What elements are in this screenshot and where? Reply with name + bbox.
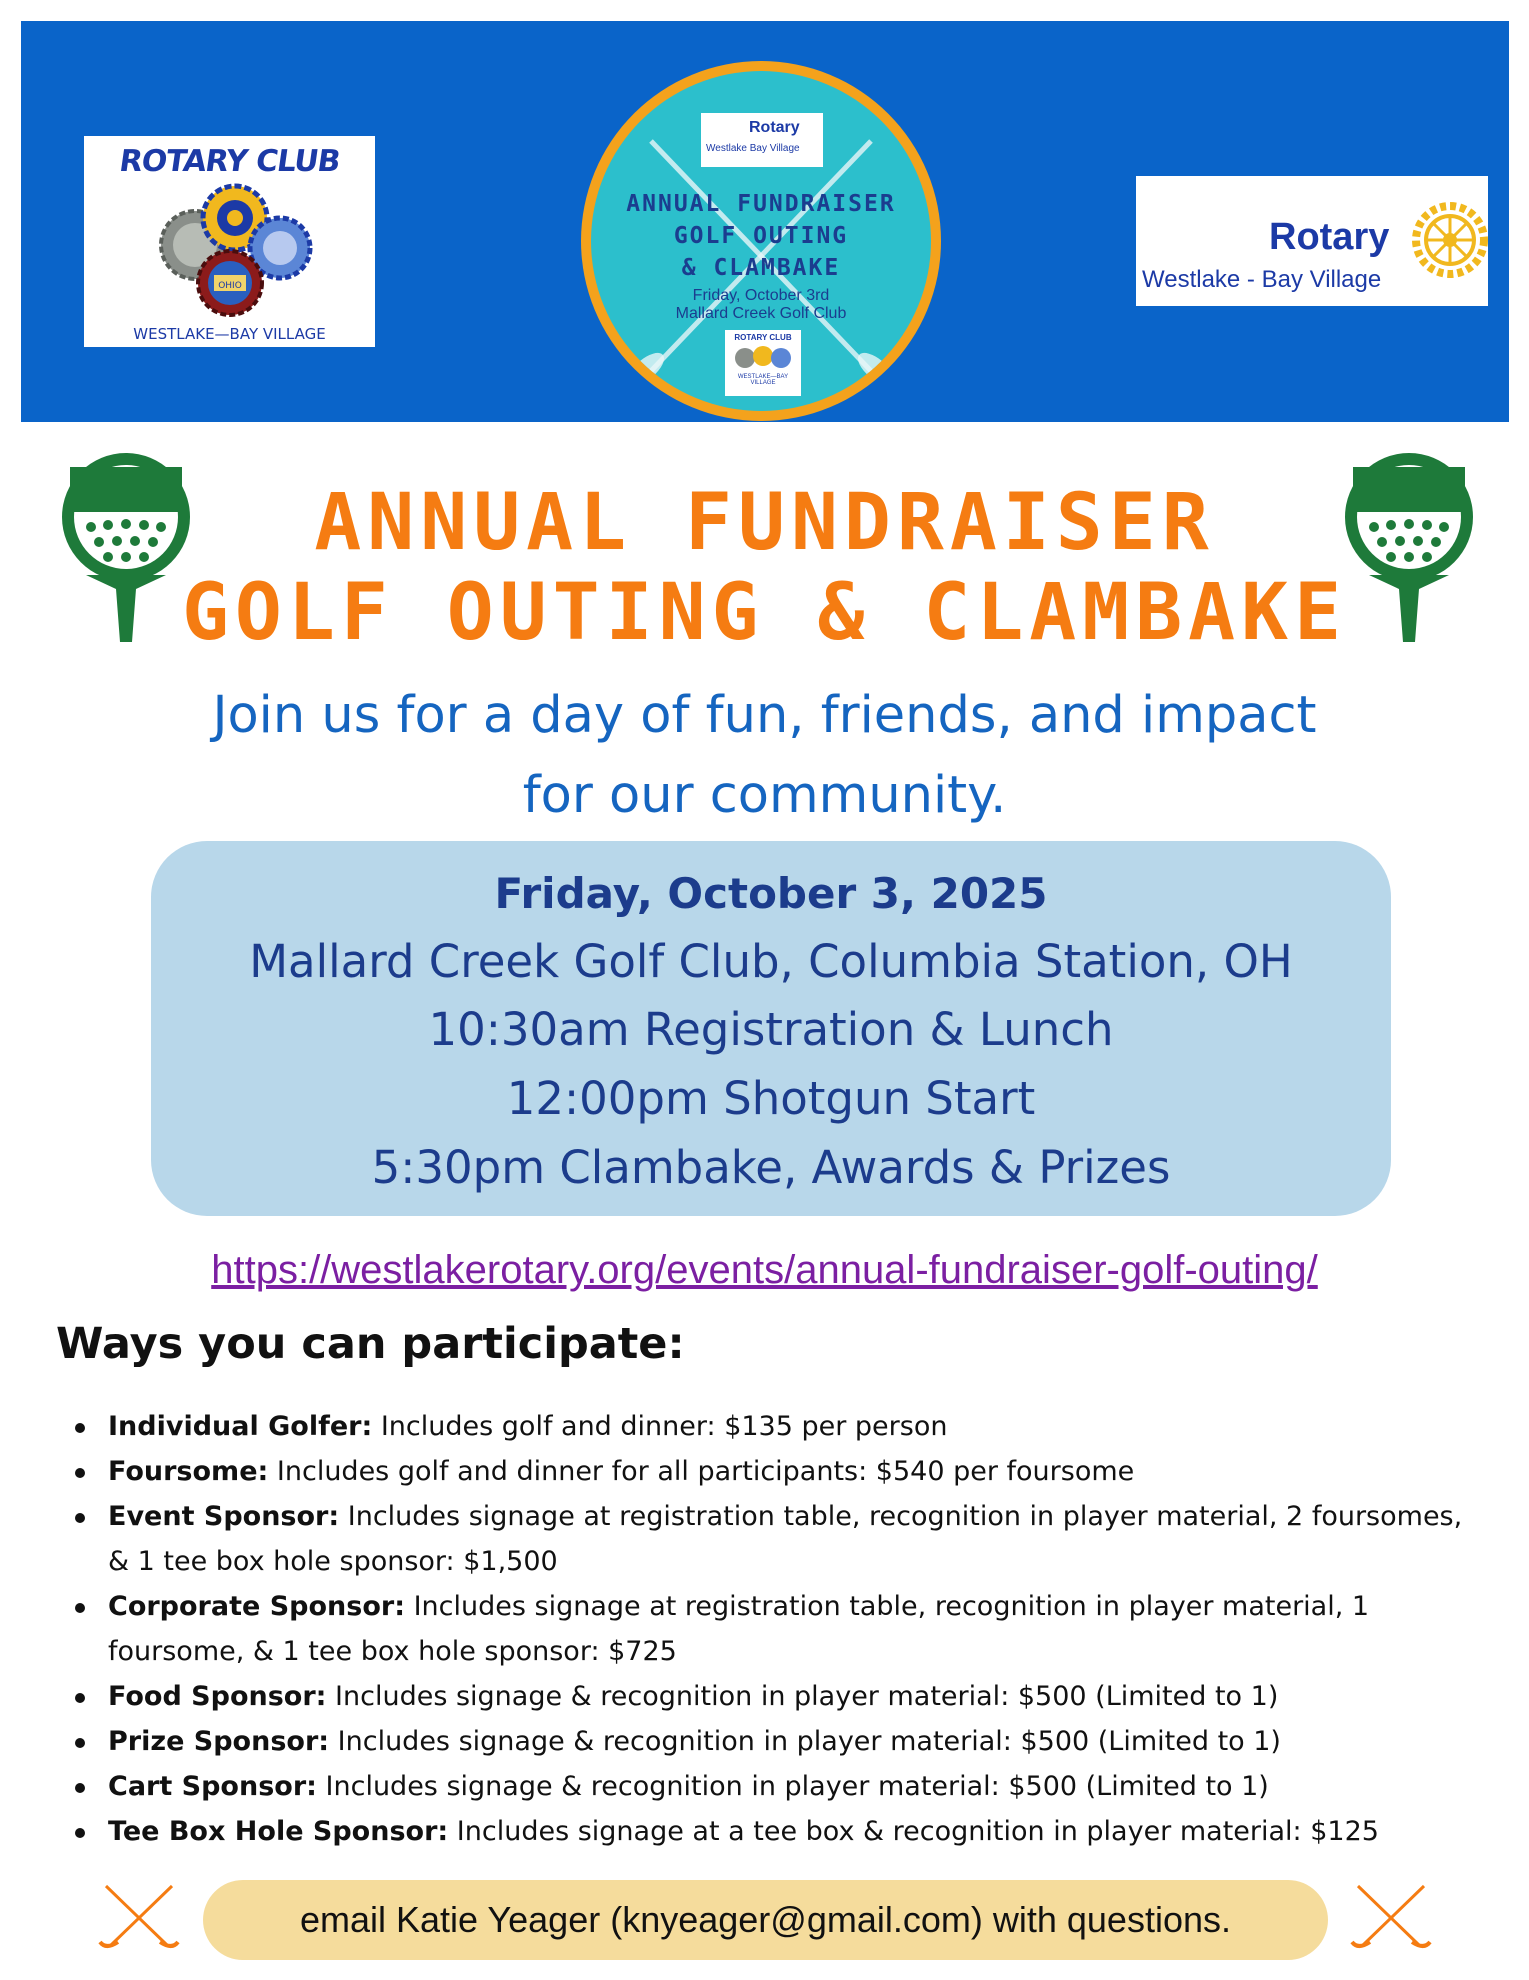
option-text: Includes signage & recognition in player material: $500 (Limited to 1)	[326, 1681, 1279, 1712]
option-label: Foursome:	[108, 1456, 269, 1487]
list-item	[70, 1809, 1490, 1854]
crossed-golf-clubs-icon	[98, 1880, 180, 1960]
option-text: Includes signage at registration table, recognition in player material, 1 foursome, & 1 tee box hole sponsor: $725	[108, 1591, 1370, 1667]
rotary-wordmark: Rotary	[1269, 216, 1390, 258]
event-location: Mallard Creek Golf Club, Columbia Station, OH	[249, 935, 1293, 988]
event-link[interactable]: https://westlakerotary.org/events/annual-fundraiser-golf-outing/	[211, 1248, 1318, 1292]
event-start-time: 12:00pm Shotgun Start	[506, 1072, 1036, 1125]
tagline-line-1: Join us for a day of fun, friends, and impact	[212, 686, 1317, 745]
list-item	[70, 1674, 1490, 1719]
option-label: Food Sponsor:	[108, 1681, 327, 1712]
rotary-club-logo	[84, 136, 375, 347]
option-text: Includes golf and dinner: $135 per person	[372, 1411, 948, 1442]
list-item	[70, 1449, 1490, 1494]
rotary-club-logo-title: ROTARY CLUB	[117, 144, 342, 179]
option-label: Event Sponsor:	[108, 1501, 340, 1532]
email-contact-note: email Katie Yeager (knyeager@gmail.com) with questions.	[203, 1880, 1328, 1960]
header-banner	[21, 21, 1509, 422]
list-item	[70, 1494, 1490, 1584]
badge-venue: Mallard Creek Golf Club	[675, 305, 847, 322]
rotary-wheel-icon	[1411, 201, 1489, 279]
event-clambake-time: 5:30pm Clambake, Awards & Prizes	[371, 1141, 1171, 1194]
option-text: Includes signage & recognition in player material: $500 (Limited to 1)	[329, 1726, 1281, 1757]
event-title-line-1: ANNUAL FUNDRAISER	[314, 478, 1215, 568]
mini-club-title: ROTARY CLUB	[734, 333, 792, 342]
crossed-golf-clubs-icon	[1350, 1880, 1432, 1960]
event-title-line-2: GOLF OUTING & CLAMBAKE	[181, 568, 1348, 658]
badge-line-1: ANNUAL FUNDRAISER	[626, 191, 896, 217]
event-badge	[581, 61, 941, 421]
option-label: Tee Box Hole Sponsor:	[108, 1816, 449, 1847]
ohio-text: OHIO	[217, 281, 242, 291]
mini-rotary-club-logo	[725, 330, 801, 396]
event-date: Friday, October 3, 2025	[494, 869, 1048, 918]
event-details-box	[151, 841, 1391, 1216]
mini-rotary-subtitle: Westlake Bay Village	[706, 143, 800, 154]
ways-heading: Ways you can participate:	[56, 1319, 685, 1369]
mini-club-subtitle: WESTLAKE—BAY VILLAGE	[737, 374, 789, 386]
option-text: Includes golf and dinner for all participants: $540 per foursome	[268, 1456, 1135, 1487]
badge-line-2: GOLF OUTING	[673, 223, 849, 249]
participation-list	[70, 1404, 1490, 1854]
mini-rotary-logo	[701, 113, 823, 167]
option-text: Includes signage & recognition in player material: $500 (Limited to 1)	[316, 1771, 1269, 1802]
tagline-line-2: for our community.	[522, 766, 1007, 825]
rotary-club-logo-subtitle: WESTLAKE—BAY VILLAGE	[133, 325, 326, 343]
option-label: Individual Golfer:	[108, 1411, 373, 1442]
rotary-westlake-subtitle: Westlake - Bay Village	[1142, 266, 1382, 293]
badge-line-3: & CLAMBAKE	[681, 255, 841, 281]
badge-date: Friday, October 3rd	[692, 287, 830, 304]
option-label: Cart Sponsor:	[108, 1771, 317, 1802]
event-registration-time: 10:30am Registration & Lunch	[428, 1003, 1114, 1056]
list-item	[70, 1404, 1490, 1449]
option-text: Includes signage at registration table, recognition in player material, 2 foursomes, & 1 tee box hole sponsor: $1,500	[108, 1501, 1463, 1577]
option-label: Prize Sponsor:	[108, 1726, 330, 1757]
option-label: Corporate Sponsor:	[108, 1591, 405, 1622]
list-item	[70, 1584, 1490, 1674]
mini-rotary-name: Rotary	[749, 119, 800, 136]
rotary-westlake-logo	[1136, 176, 1488, 306]
list-item	[70, 1764, 1490, 1809]
rotary-gears-icon	[130, 183, 330, 323]
mini-gears-icon	[725, 342, 801, 372]
list-item	[70, 1719, 1490, 1764]
option-text: Includes signage at a tee box & recognition in player material: $125	[448, 1816, 1379, 1847]
